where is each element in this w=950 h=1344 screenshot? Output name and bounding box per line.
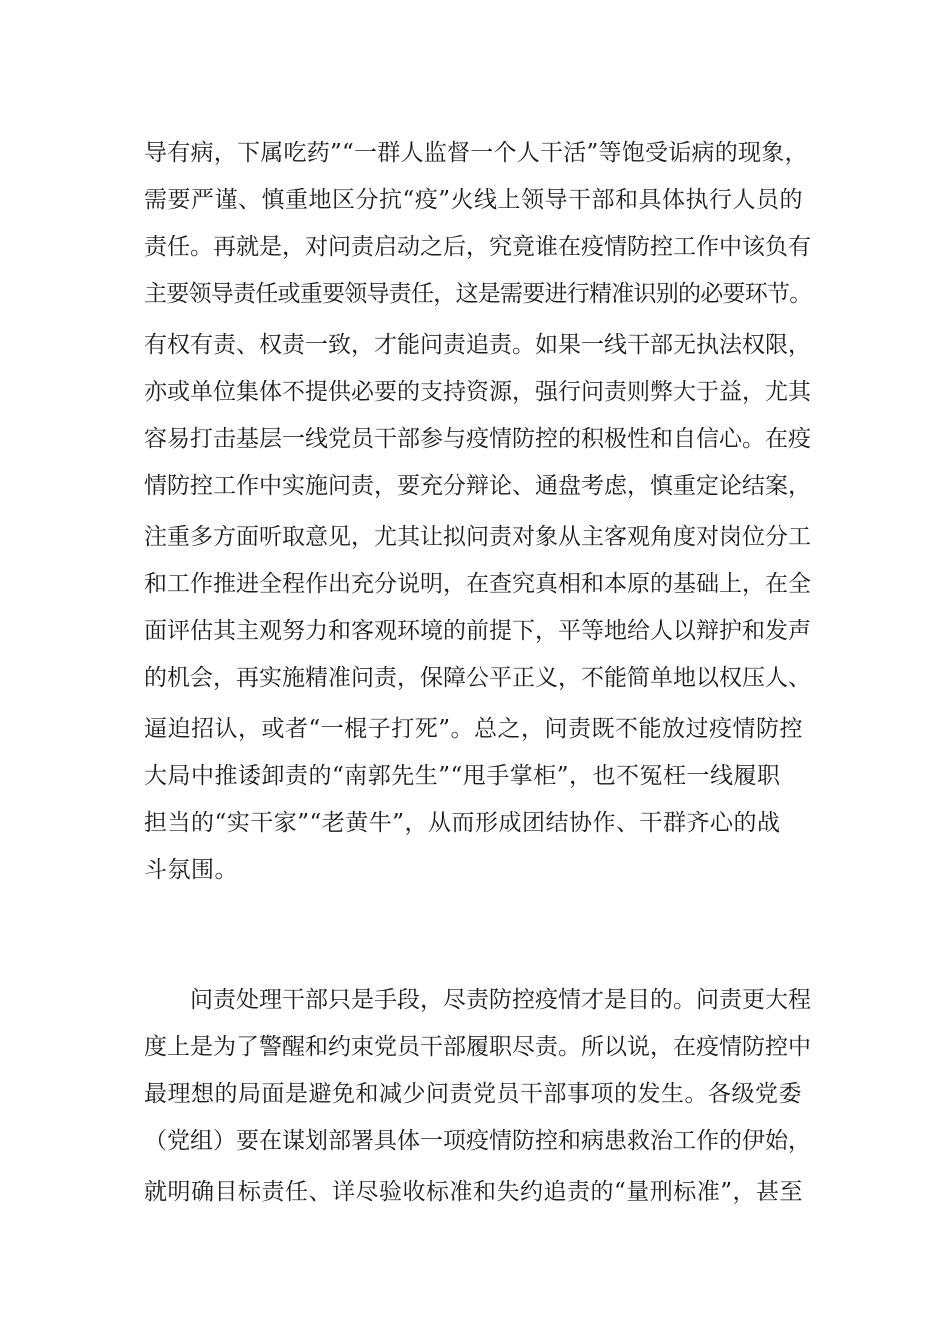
text-line: 主要领导责任或重要领导责任，这是需要进行精准识别的必要环节。 — [144, 281, 812, 307]
text-line: 度上是为了警醒和约束党员干部履职尽责。所以说，在疫情防控中 — [144, 1034, 811, 1060]
text-line: 面评估其主观努力和客观环境的前提下，平等地给人以辩护和发声 — [144, 618, 811, 644]
text-line: 最理想的局面是避免和减少问责党员干部事项的发生。各级党委 — [144, 1081, 802, 1107]
text-line: 问责处理干部只是手段，尽责防控疫情才是目的。问责更大程 — [190, 987, 811, 1013]
text-line: （党组）要在谋划部署具体一项疫情防控和病患救治工作的伊始， — [144, 1128, 811, 1154]
text-line: 亦或单位集体不提供必要的支持资源，强行问责则弊大于益，尤其 — [144, 379, 811, 405]
text-line: 导有病，下属吃药”“一群人监督一个人干活”等饱受诟病的现象， — [144, 140, 808, 166]
text-line: 大局中推诿卸责的“南郭先生”“甩手掌柜”，也不冤枉一线履职 — [144, 763, 781, 789]
text-line: 担当的“实干家”“老黄牛”，从而形成团结协作、干群齐心的战 — [144, 810, 781, 836]
text-line: 和工作推进全程作出充分说明，在查究真相和本原的基础上，在全 — [144, 571, 811, 597]
text-line: 注重多方面听取意见，尤其让拟问责对象从主客观角度对岗位分工 — [144, 524, 811, 550]
text-line: 就明确目标责任、详尽验收标准和失约追责的“量刑标准”，甚至 — [144, 1179, 804, 1205]
text-line: 逼迫招认，或者“一棍子打死”。总之，问责既不能放过疫情防控 — [144, 716, 804, 742]
text-line: 责任。再就是，对问责启动之后，究竟谁在疫情防控工作中该负有 — [144, 234, 811, 260]
text-line: 容易打击基层一线党员干部参与疫情防控的积极性和自信心。在疫 — [144, 426, 811, 452]
text-line: 的机会，再实施精准问责，保障公平正义，不能简单地以权压人、 — [144, 665, 811, 691]
text-line: 斗氛围。 — [144, 857, 238, 883]
text-line: 需要严谨、慎重地区分抗“疫”火线上领导干部和具体执行人员的 — [144, 187, 804, 213]
text-line: 情防控工作中实施问责，要充分辩论、通盘考虑，慎重定论结案， — [144, 473, 811, 499]
text-line: 有权有责、权责一致，才能问责追责。如果一线干部无执法权限， — [144, 332, 811, 358]
